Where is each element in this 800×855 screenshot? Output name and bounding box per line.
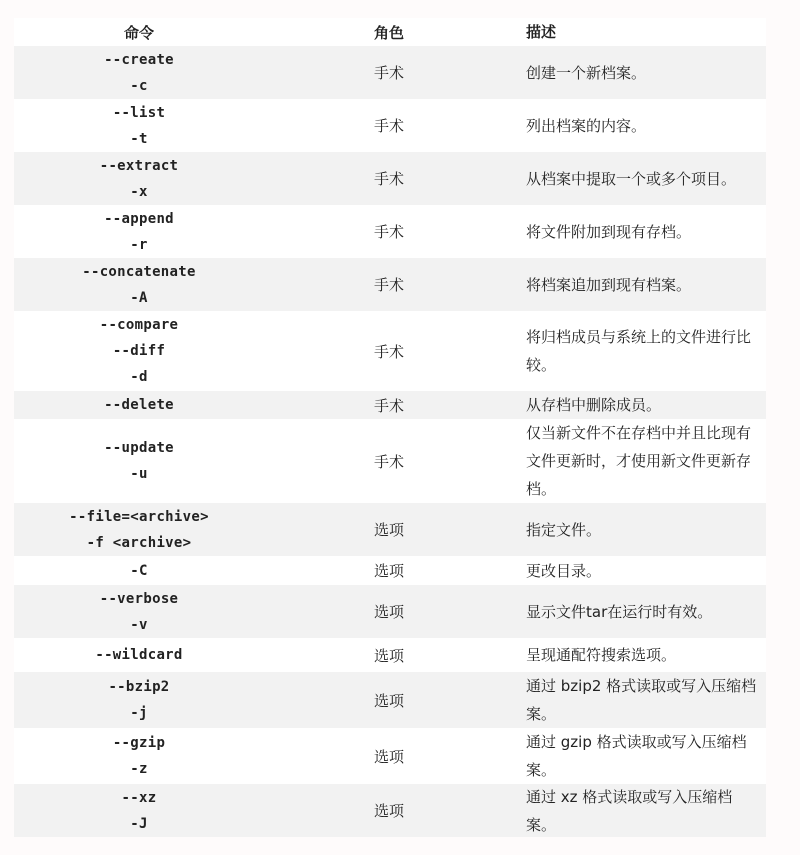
role-cell: 手术 <box>374 452 405 471</box>
command-cell <box>14 642 264 668</box>
tar-options-table <box>14 18 766 837</box>
role-cell: 选项 <box>374 747 405 766</box>
table-header <box>14 18 766 46</box>
table-row <box>14 728 766 784</box>
command-short: -d <box>130 369 148 385</box>
description-cell: 指定文件。 <box>526 520 602 539</box>
command-cell <box>14 730 264 782</box>
table-row <box>14 503 766 556</box>
command-cell <box>14 586 264 638</box>
command-short: -v <box>130 616 148 633</box>
command-long: --bzip2 <box>108 679 170 695</box>
role-cell: 手术 <box>374 170 405 188</box>
command-long: --compare <box>99 317 179 333</box>
command-long: --delete <box>104 397 174 413</box>
role-cell: 手术 <box>374 342 405 361</box>
command-long: --append <box>104 210 174 227</box>
command-short: -c <box>130 77 148 94</box>
command-cell <box>14 558 264 584</box>
command-long: --wildcard <box>95 647 183 663</box>
command-cell <box>14 312 264 390</box>
command-short: -t <box>130 130 148 147</box>
table-row <box>14 391 766 419</box>
command-long: --xz <box>121 789 157 806</box>
command-long: --gzip <box>112 735 166 751</box>
command-long: --list <box>112 104 166 121</box>
description-cell: 从存档中删除成员。 <box>526 396 662 414</box>
header-description: 描述 <box>526 23 557 41</box>
table-row <box>14 205 766 258</box>
command-short: -u <box>130 466 148 482</box>
table-row <box>14 784 766 837</box>
role-cell: 选项 <box>374 802 405 820</box>
command-cell <box>14 392 264 418</box>
command-long: --extract <box>99 157 179 174</box>
command-alias: --diff <box>112 343 166 359</box>
role-cell: 手术 <box>374 276 405 294</box>
command-cell <box>14 153 264 205</box>
command-long: --create <box>104 51 174 68</box>
role-cell: 选项 <box>374 603 405 621</box>
command-short: -j <box>130 705 148 721</box>
table-row <box>14 311 766 391</box>
command-cell <box>14 504 264 556</box>
command-cell <box>14 47 264 99</box>
command-long: --verbose <box>99 590 179 607</box>
table-row <box>14 585 766 638</box>
role-cell: 选项 <box>374 562 405 580</box>
description-cell: 将归档成员与系统上的文件进行比较。 <box>526 328 752 374</box>
table-row <box>14 46 766 99</box>
command-short: -A <box>130 289 148 306</box>
command-short: -C <box>130 562 148 579</box>
role-cell: 手术 <box>374 223 405 241</box>
header-command: 命令 <box>123 23 154 42</box>
command-cell <box>14 206 264 258</box>
description-cell: 通过 xz 格式读取或写入压缩档案。 <box>526 787 733 834</box>
table-row <box>14 152 766 205</box>
table-row <box>14 99 766 152</box>
role-cell: 手术 <box>374 64 405 82</box>
description-cell: 通过 bzip2 格式读取或写入压缩档案。 <box>526 677 757 723</box>
role-cell: 选项 <box>374 691 405 710</box>
command-cell <box>14 100 264 152</box>
description-cell: 显示文件tar在运行时有效。 <box>526 602 713 621</box>
description-cell: 更改目录。 <box>526 561 602 580</box>
command-cell <box>14 785 264 837</box>
table-row <box>14 258 766 311</box>
description-cell: 创建一个新档案。 <box>526 63 647 82</box>
description-cell: 仅当新文件不在存档中并且比现有文件更新时，才使用新文件更新存档。 <box>526 424 752 498</box>
role-cell: 选项 <box>374 521 405 539</box>
table-row <box>14 638 766 672</box>
role-cell: 选项 <box>374 646 405 665</box>
command-long: --update <box>104 440 174 456</box>
command-long: --file=<archive> <box>69 508 209 525</box>
header-role: 角色 <box>374 23 405 42</box>
command-cell <box>14 674 264 726</box>
command-cell <box>14 435 264 487</box>
command-short: -z <box>130 761 148 777</box>
table-row <box>14 419 766 503</box>
description-cell: 呈现通配符搜索选项。 <box>526 646 677 664</box>
description-cell: 将文件附加到现有存档。 <box>526 222 692 241</box>
description-cell: 从档案中提取一个或多个项目。 <box>526 169 737 188</box>
description-cell: 通过 gzip 格式读取或写入压缩档案。 <box>526 733 747 779</box>
role-cell: 手术 <box>374 396 405 415</box>
role-cell: 手术 <box>374 117 405 135</box>
description-cell: 列出档案的内容。 <box>526 116 647 135</box>
table-row <box>14 556 766 585</box>
description-cell: 将档案追加到现有档案。 <box>526 275 692 294</box>
command-short: -f <archive> <box>86 534 192 551</box>
command-short: -x <box>130 183 148 200</box>
command-cell <box>14 259 264 311</box>
command-short: -r <box>130 236 148 253</box>
table-row <box>14 672 766 728</box>
command-long: --concatenate <box>82 263 196 280</box>
command-short: -J <box>130 815 148 832</box>
